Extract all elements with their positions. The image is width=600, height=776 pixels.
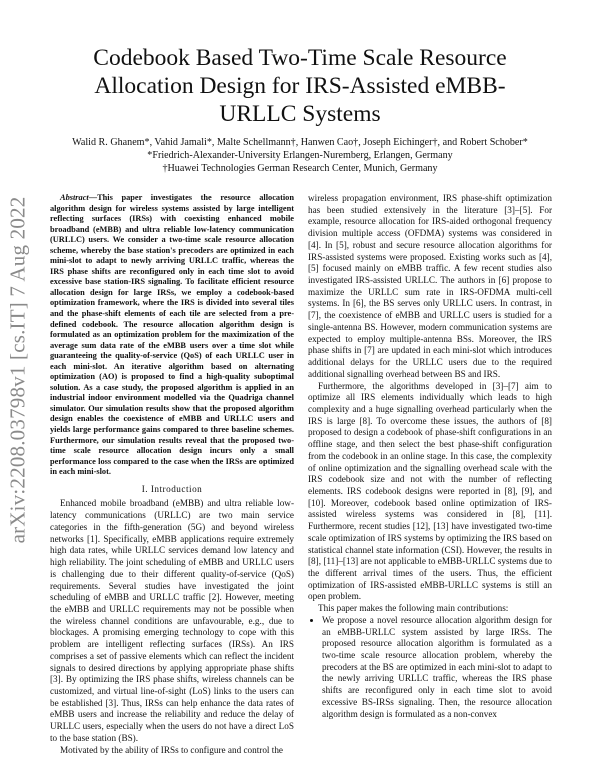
affiliation-2: †Huawei Technologies German Research Center, Munich, Germany — [162, 163, 438, 174]
contributions-list — [308, 615, 552, 720]
arxiv-identifier — [4, 160, 32, 580]
intro-paragraph-3: wireless propagation environment, IRS phase-shift optimization has been studied extensively in the literature [3]–[5]. For example, resource allocation for IRS-aided orthogonal frequency division multiple access (OFDMA) systems was considered in [4]. In [5], robust and secure resource allocation algorithms for IRS-assisted systems were proposed. Existing works such as [4], [5] focused mainly on eMBB traffic. A few recent studies also investigated IRS-assisted URLLC. The authors in [6] propose to maximize the URLLC sum rate in IRS-OFDMA multi-cell systems. In [6], the BS serves only URLLC users. In contrast, in [7], the coexistence of eMBB and URLLC users is studied for a single-antenna BS. However, modern communication systems are expected to employ multiple-antenna BSs. Moreover, the IRS phase shifts in [7] are updated in each mini-slot which introduces additional delays for the URLLC users due to the required additional signalling overhead between BS and IRS. — [308, 193, 552, 379]
section-heading-introduction: I. Introduction — [141, 483, 203, 494]
affiliation-1: *Friedrich-Alexander-University Erlangen-Nuremberg, Erlangen, Germany — [147, 150, 453, 161]
author-block — [60, 136, 540, 175]
right-column — [308, 193, 552, 720]
contribution-item: • We propose a novel resource allocation algorithm design for an eMBB-URLLC system assisted by large IRSs. The proposed resource allocation algorithm is formulated as a two-time scale resource allocation problem, whereby the precoders at the BS are optimized in each mini-slot to adapt to the newly arriving URLLC traffic, whereas the IRS phase shifts are reconfigured only in each time slot to avoid excessive BS-IRSs signaling. Then, the resource allocation algorithm design is formulated as a non-convex — [322, 615, 552, 720]
intro-paragraph-2: Motivated by the ability of IRSs to configure and control the — [60, 744, 284, 755]
abstract-label: Abstract— — [60, 193, 98, 202]
intro-paragraph-1: Enhanced mobile broadband (eMBB) and ultra reliable low-latency communications (URLLC) are two main service categories in the fifth-generation (5G) and beyond wireless networks [1]. Specifically, eMBB applications require extremely high data rates, while URLLC services demand low latency and high reliability. The joint scheduling of eMBB and URLLC users is challenging due to their different quality-of-service (QoS) requirements. Several studies have investigated the joint scheduling of eMBB and URLLC traffic [2]. However, meeting the eMBB and URLLC requirements may not be possible when the wireless channel conditions are unfavourable, e.g., due to blockages. A promising emerging technology to cope with this problem are intelligent reflecting surfaces (IRSs). An IRS comprises a set of passive elements which can reflect the incident signals to desired directions by applying appropriate phase shifts [3]. By optimizing the IRS phase shifts, wireless channels can be customized, and virtual line-of-sight (LoS) links to the users can be established [3]. Thus, IRSs can help enhance the data rates of eMBB users and increase the reliability and reduce the delay of URLLC users, especially when the users do not have a direct LoS to the base station (BS). — [50, 498, 294, 743]
contributions-lead: This paper makes the following main contributions: — [318, 603, 509, 614]
paper-title: Codebook Based Two-Time Scale Resource Allocation Design for IRS-Assisted eMBB-URLLC Systems — [93, 45, 507, 127]
author-names: Walid R. Ghanem*, Vahid Jamali*, Malte Schellmann†, Hanwen Cao†, Joseph Eichinger†, and Robert Schober* — [72, 137, 528, 148]
arxiv-identifier-text: arXiv:2208.03798v1 [cs.IT] 7 Aug 2022 — [5, 196, 30, 544]
abstract-text: This paper investigates the resource allocation algorithm design for wireless systems assisted by large intelligent reflecting surfaces (IRSs) with coexisting enhanced mobile broadband (eMBB) and ultra reliable low-latency communication (URLLC) users. We consider a two-time scale resource allocation scheme, whereby the base station's precoders are optimized in each mini-slot to adapt to newly arriving URLLC traffic, whereas the IRS phase shifts are reconfigured only in each time slot to avoid excessive base station-IRS signaling. To facilitate efficient resource allocation design for large IRSs, we employ a codebook-based optimization framework, where the IRS is divided into several tiles and the phase-shift elements of each tile are selected from a pre-defined codebook. The resource allocation algorithm design is formulated as an optimization problem for the maximization of the average sum data rate of the eMBB users over a time slot while guaranteeing the quality-of-service (QoS) of each URLLC user in each mini-slot. An iterative algorithm based on alternating optimization (AO) is proposed to find a high-quality suboptimal solution. As a case study, the proposed algorithm is applied in an industrial indoor environment modelled via the Quadriga channel simulator. Our simulation results show that the proposed algorithm design enables the coexistence of eMBB and URLLC users and yields large performance gains compared to three baseline schemes. Furthermore, our simulation results reveal that the proposed two-time scale resource allocation design incurs only a small performance loss compared to the case when the IRSs are optimized in each mini-slot. — [50, 193, 294, 477]
intro-paragraph-4: Furthermore, the algorithms developed in [3]–[7] aim to optimize all IRS elements individually which leads to high complexity and a huge signalling overhead particularly when the IRS is large [8]. To overcome these issues, the authors of [8] proposed to design a codebook of phase-shift configurations in an offline stage, and then select the best phase-shift configuration from the codebook in an online stage. In this case, the complexity of online optimization and the signalling overhead scale with the IRS codebook size and not with the number of reflecting elements. IRS codebook designs were reported in [8], [9], and [10]. Moreover, codebook based online optimization of IRS-assisted wireless systems was considered in [8], [11]. Furthermore, recent studies [12], [13] have investigated two-time scale optimization of IRS systems by optimizing the IRS based on statistical channel state information (CSI). However, the results in [8], [11]–[13] are not applicable to eMBB-URLLC systems due to the different arrival times of the users. Thus, the efficient optimization of IRS-assisted eMBB-URLLC systems is still an open problem. — [308, 380, 552, 602]
left-column — [50, 193, 294, 756]
abstract — [50, 193, 294, 478]
